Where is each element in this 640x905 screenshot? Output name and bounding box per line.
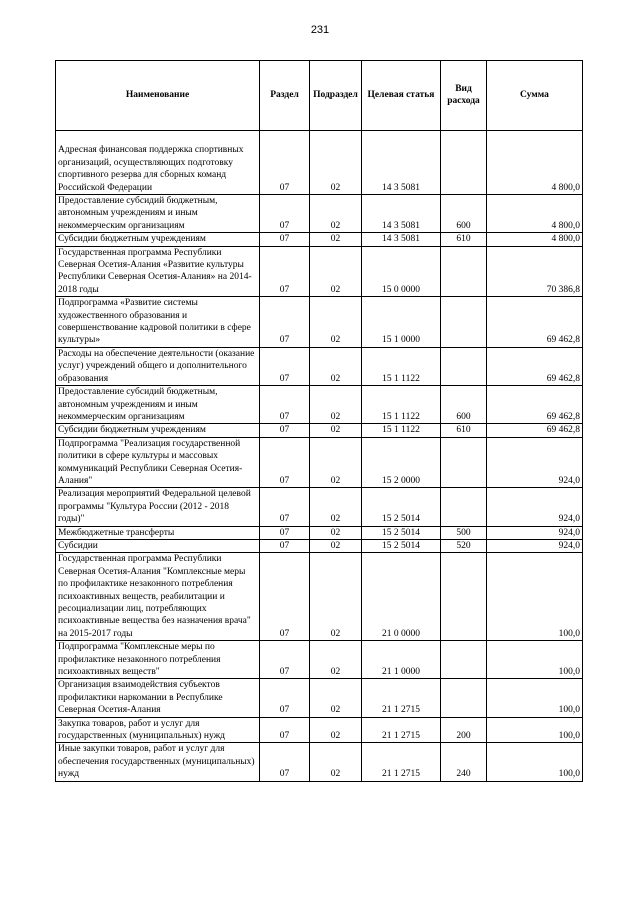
cell-razdel: 07 [260, 437, 310, 488]
cell-target: 15 2 5014 [362, 539, 441, 552]
cell-vid [441, 641, 487, 679]
cell-sum: 100,0 [487, 553, 583, 641]
cell-razdel: 07 [260, 526, 310, 539]
cell-razdel: 07 [260, 297, 310, 348]
header-razdel: Раздел [260, 61, 310, 131]
cell-vid: 610 [441, 424, 487, 437]
cell-target: 21 1 0000 [362, 641, 441, 679]
cell-target: 15 1 0000 [362, 297, 441, 348]
cell-name: Субсидии [56, 539, 260, 552]
table-body [56, 131, 583, 782]
cell-vid: 600 [441, 386, 487, 424]
cell-name: Расходы на обеспечение деятельности (оказание услуг) учреждений общего и дополнительного образования [56, 347, 260, 385]
table-row [56, 488, 583, 526]
cell-target: 14 3 5081 [362, 195, 441, 233]
cell-podrazdel: 02 [310, 526, 362, 539]
page-number: 231 [310, 24, 330, 36]
cell-name: Предоставление субсидий бюджетным, автономным учреждениям и иным некоммерческим организациям [56, 386, 260, 424]
table-row [56, 131, 583, 195]
table-row [56, 297, 583, 348]
cell-target: 15 2 5014 [362, 526, 441, 539]
table-row [56, 424, 583, 437]
cell-sum: 924,0 [487, 437, 583, 488]
cell-vid [441, 131, 487, 195]
table-row [56, 743, 583, 781]
cell-vid [441, 437, 487, 488]
table-row [56, 641, 583, 679]
cell-name: Иные закупки товаров, работ и услуг для обеспечения государственных (муниципальных) нужд [56, 743, 260, 781]
cell-podrazdel: 02 [310, 195, 362, 233]
cell-razdel: 07 [260, 539, 310, 552]
cell-name: Закупка товаров, работ и услуг для государственных (муниципальных) нужд [56, 717, 260, 743]
cell-podrazdel: 02 [310, 539, 362, 552]
table-row [56, 526, 583, 539]
cell-podrazdel: 02 [310, 347, 362, 385]
cell-podrazdel: 02 [310, 297, 362, 348]
cell-vid: 200 [441, 717, 487, 743]
cell-vid [441, 246, 487, 297]
table-row [56, 553, 583, 641]
header-podrazdel: Подраздел [310, 61, 362, 131]
cell-name: Подпрограмма "Реализация государственной политики в сфере культуры и массовых коммуникаций Республики Северная Осетия-Алания" [56, 437, 260, 488]
cell-target: 15 2 5014 [362, 488, 441, 526]
cell-podrazdel: 02 [310, 679, 362, 717]
cell-target: 21 1 2715 [362, 717, 441, 743]
cell-sum: 924,0 [487, 539, 583, 552]
cell-name: Организация взаимодействия субъектов профилактики наркомании в Республике Северная Осетия-Алания [56, 679, 260, 717]
cell-sum: 69 462,8 [487, 297, 583, 348]
table-row [56, 717, 583, 743]
cell-target: 21 0 0000 [362, 553, 441, 641]
cell-target: 15 1 1122 [362, 386, 441, 424]
table-row [56, 233, 583, 246]
cell-sum: 69 462,8 [487, 386, 583, 424]
cell-vid [441, 679, 487, 717]
cell-vid: 610 [441, 233, 487, 246]
cell-name: Подпрограмма "Комплексные меры по профилактике незаконного потребления психоактивных веществ" [56, 641, 260, 679]
cell-razdel: 07 [260, 553, 310, 641]
cell-name: Адресная финансовая поддержка спортивных организаций, осуществляющих подготовку спортивного резерва для сборных команд Российской Федерации [56, 131, 260, 195]
cell-sum: 69 462,8 [487, 347, 583, 385]
cell-name: Подпрограмма «Развитие системы художественного образования и совершенствование кадровой политики в сфере культуры» [56, 297, 260, 348]
cell-sum: 100,0 [487, 743, 583, 781]
cell-podrazdel: 02 [310, 553, 362, 641]
cell-razdel: 07 [260, 246, 310, 297]
cell-name: Предоставление субсидий бюджетным, автономным учреждениям и иным некоммерческим организациям [56, 195, 260, 233]
cell-name: Субсидии бюджетным учреждениям [56, 233, 260, 246]
cell-razdel: 07 [260, 131, 310, 195]
header-target: Целевая статья [362, 61, 441, 131]
cell-razdel: 07 [260, 233, 310, 246]
cell-podrazdel: 02 [310, 641, 362, 679]
cell-podrazdel: 02 [310, 131, 362, 195]
header-name: Наименование [56, 61, 260, 131]
cell-razdel: 07 [260, 679, 310, 717]
table-row [56, 246, 583, 297]
cell-target: 15 1 1122 [362, 347, 441, 385]
budget-table [55, 60, 583, 782]
cell-target: 15 1 1122 [362, 424, 441, 437]
cell-podrazdel: 02 [310, 246, 362, 297]
table-row [56, 539, 583, 552]
cell-name: Реализация мероприятий Федеральной целевой программы "Культура России (2012 - 2018 годы)" [56, 488, 260, 526]
cell-name: Субсидии бюджетным учреждениям [56, 424, 260, 437]
cell-sum: 100,0 [487, 679, 583, 717]
cell-razdel: 07 [260, 743, 310, 781]
cell-podrazdel: 02 [310, 424, 362, 437]
cell-vid: 240 [441, 743, 487, 781]
cell-podrazdel: 02 [310, 717, 362, 743]
cell-vid [441, 553, 487, 641]
cell-razdel: 07 [260, 424, 310, 437]
table-row [56, 386, 583, 424]
cell-podrazdel: 02 [310, 437, 362, 488]
cell-podrazdel: 02 [310, 233, 362, 246]
cell-vid [441, 488, 487, 526]
cell-razdel: 07 [260, 488, 310, 526]
cell-sum: 70 386,8 [487, 246, 583, 297]
cell-target: 21 1 2715 [362, 679, 441, 717]
table-row [56, 437, 583, 488]
table-header-row [56, 61, 583, 131]
cell-target: 14 3 5081 [362, 131, 441, 195]
cell-sum: 4 800,0 [487, 131, 583, 195]
cell-razdel: 07 [260, 641, 310, 679]
cell-vid [441, 347, 487, 385]
cell-target: 15 2 0000 [362, 437, 441, 488]
cell-sum: 924,0 [487, 526, 583, 539]
header-sum: Сумма [487, 61, 583, 131]
cell-razdel: 07 [260, 195, 310, 233]
cell-razdel: 07 [260, 386, 310, 424]
cell-name: Государственная программа Республики Северная Осетия-Алания "Комплексные меры по профилактике незаконного потребления психоактивных веществ, реабилитации и ресоциализации лиц, потребляющих психоактивные вещества без назначения врача" на 2015-2017 годы [56, 553, 260, 641]
cell-sum: 69 462,8 [487, 424, 583, 437]
cell-sum: 100,0 [487, 641, 583, 679]
header-vid: Вид расхода [441, 61, 487, 131]
cell-sum: 4 800,0 [487, 195, 583, 233]
cell-razdel: 07 [260, 717, 310, 743]
table-row [56, 195, 583, 233]
cell-vid: 600 [441, 195, 487, 233]
cell-sum: 4 800,0 [487, 233, 583, 246]
cell-name: Межбюджетные трансферты [56, 526, 260, 539]
cell-podrazdel: 02 [310, 743, 362, 781]
cell-razdel: 07 [260, 347, 310, 385]
cell-vid: 500 [441, 526, 487, 539]
cell-target: 21 1 2715 [362, 743, 441, 781]
cell-podrazdel: 02 [310, 386, 362, 424]
table-row [56, 347, 583, 385]
cell-target: 14 3 5081 [362, 233, 441, 246]
cell-vid [441, 297, 487, 348]
cell-podrazdel: 02 [310, 488, 362, 526]
table-row [56, 679, 583, 717]
cell-sum: 924,0 [487, 488, 583, 526]
cell-target: 15 0 0000 [362, 246, 441, 297]
cell-sum: 100,0 [487, 717, 583, 743]
cell-vid: 520 [441, 539, 487, 552]
cell-name: Государственная программа Республики Северная Осетия-Алания «Развитие культуры Республики Северная Осетия-Алания» на 2014-2018 годы [56, 246, 260, 297]
